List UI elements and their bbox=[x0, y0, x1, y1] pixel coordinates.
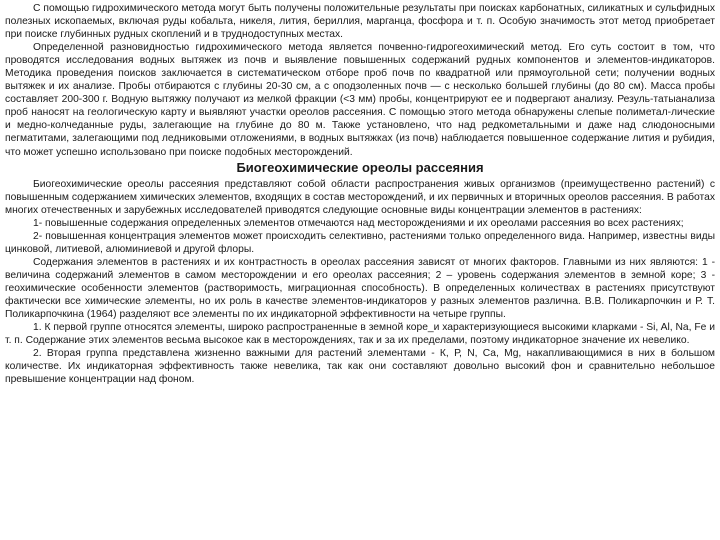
paragraph: 2- повышенная концентрация элементов может происходить селективно, растениями только определенного вида. Например, известны виды цинковой, литиевой, алюминиевой и другой флоры. bbox=[5, 230, 715, 255]
paragraph: Содержания элементов в растениях и их контрастность в ореолах рассеяния зависят от многих факторов. Главными из них являются: 1 - величина содержаний элементов в самом месторождении и его ореолах рассеяния; 2 – уровень содержания элементов в земной коре; 3 - геохимические особенности элементов (растворимость, миграционная способность). В определенных количествах в растениях присутствуют фактически все химические элементы, но их роль в качестве элементов-индикаторов у разных элементов различна. В.В. Поликарпочкин и Р. Т. Поликарпочкина (1964) разделяют все элементы по их индикаторной эффективности на четыре группы. bbox=[5, 256, 715, 321]
paragraph: 1. К первой группе относятся элементы, широко распространенные в земной коре_и характеризующиеся высокими кларками - Si, Al, Na, Fe и т. п. Содержание этих элементов весьма высокое как в месторождениях, так и за их пределами, поэтому индикаторное значение их невелико. bbox=[5, 322, 715, 347]
paragraph: Биогеохимические ореолы рассеяния представляют собой области распространения живых организмов (преимущественно растений) с повышенным содержанием химических элементов, входящих в состав месторождений, и их первичных и вторичных ореолов рассеяния. В работах многих отечественных и зарубежных исследователей приводятся следующие основные виды концентрации элементов в растениях: bbox=[5, 178, 715, 216]
section-heading: Биогеохимические ореолы рассеяния bbox=[236, 159, 484, 175]
paragraph: Определенной разновидностью гидрохимического метода является почвенно-гидрогеохимический метод. Его суть состоит в том, что проводятся исследования водных вытяжек из почв и выявление повышенных содержаний рудных компонентов и элементов-индикаторов. Методика проведения поисков заключается в систематическом отборе проб почв по квадратной или прямоугольной сети; получении водных вытяжек и их анализе. Пробы отбираются с глубины 20-30 см, а с оподзоленных почв — с несколько большей глубины (до 80 см). Масса пробы составляет 200-300 г. Водную вытяжку получают из мелкой фракции (<3 мм) пробы, концентрируют ее и подвергают анализу. Резуль-татыанализа проб наносят на геологическую карту и выявляют участки ореолов рассеяния. С помощью этого метода обнаружены слепые полиметал-лические и медно-колчеданные руды, залегающие на глубине до 80 м. Также установлено, что над редкометальными и даже над слюдоносными пегматитами, залегающими под ледниковыми отложениями, в водных вытяжках (из почв) наблюдается повышенное содержание лития и рубидия, что может успешно использовано при поиске подобных месторождений. bbox=[5, 42, 715, 158]
paragraph: С помощью гидрохимического метода могут быть получены положительные результаты при поисках карбонатных, силикатных и сульфидных полезных ископаемых, включая руды кобальта, никеля, лития, бериллия, марганца, фосфора и т. п. Особую значимость этот метод приобретает при поиске глубинных рудных скоплений и в труднодоступных местах. bbox=[5, 3, 715, 41]
paragraph: 1- повышенные содержания определенных элементов отмечаются над месторождениями и их ореолами рассеяния во всех растениях; bbox=[33, 217, 684, 229]
paragraph: 2. Вторая группа представлена жизненно важными для растений элементами - К, Р, N, Ca, Mg, накапливающимися в них в большом количестве. Их индикаторная эффективность также невелика, так как они составляют довольно высокий фон и сравнительно небольшое превышение концентрации над фоном. bbox=[5, 348, 715, 386]
document-text bbox=[5, 2, 715, 386]
